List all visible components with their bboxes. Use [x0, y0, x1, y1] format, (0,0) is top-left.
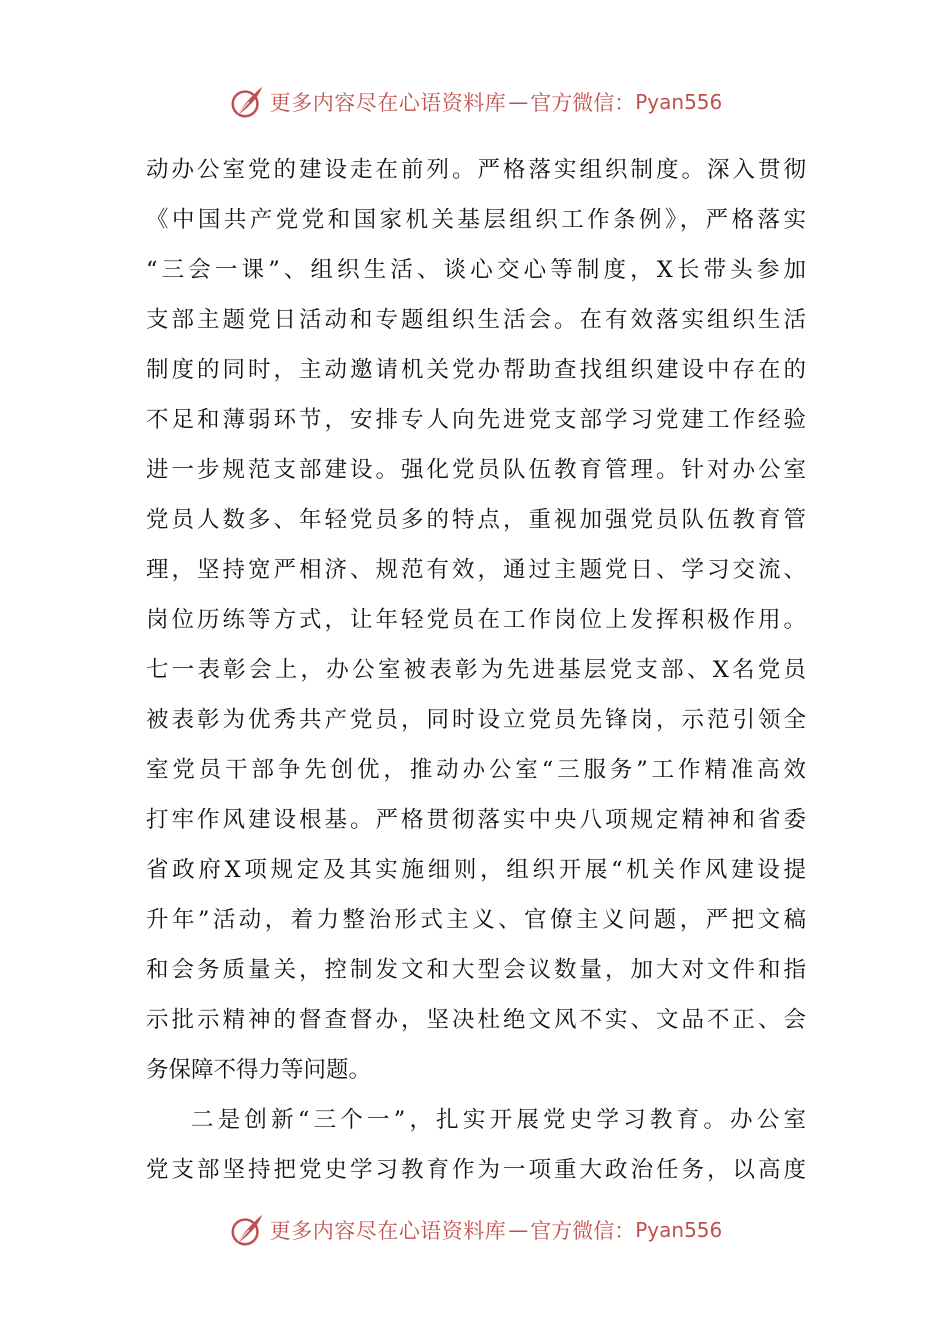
banner-wechat-label: 官方微信： [530, 1219, 636, 1243]
text-line: 打牢作风建设根基。严格贯彻落实中央八项规定精神和省委 [146, 807, 806, 833]
text-line: 务保障不得力等问题。 [146, 1057, 372, 1083]
text-line: 不足和薄弱环节，安排专人向先进党支部学习党建工作经验 [146, 407, 806, 433]
text-line: 《中国共产党党和国家机关基层组织工作条例》，严格落实 [146, 207, 806, 233]
text-line: 省政府X项规定及其实施细则，组织开展“机关作风建设提 [146, 857, 806, 883]
banner-site-text: 更多内容尽在心语资料库 [269, 91, 507, 115]
text-line: 制度的同时，主动邀请机关党办帮助查找组织建设中存在的 [146, 357, 806, 383]
text-line: 理，坚持宽严相济、规范有效，通过主题党日、学习交流、 [146, 557, 806, 583]
text-line: 动办公室党的建设走在前列。严格落实组织制度。深入贯彻 [146, 157, 806, 183]
text-line: 七一表彰会上，办公室被表彰为先进基层党支部、X名党员 [146, 657, 806, 683]
text-line: 升年”活动，着力整治形式主义、官僚主义问题，严把文稿 [146, 907, 806, 933]
text-line: 党支部坚持把党史学习教育作为一项重大政治任务，以高度 [146, 1157, 806, 1183]
text-line: 被表彰为优秀共产党员，同时设立党员先锋岗，示范引领全 [146, 707, 806, 733]
banner-site-text: 更多内容尽在心语资料库 [269, 1219, 507, 1243]
banner-wechat-id: Pyan556 [635, 1218, 723, 1242]
text-line: 示批示精神的督查督办，坚决杜绝文风不实、文品不正、会 [146, 1007, 806, 1033]
text-line: 支部主题党日活动和专题组织生活会。在有效落实组织生活 [146, 307, 806, 333]
text-line: 岗位历练等方式，让年轻党员在工作岗位上发挥积极作用。 [146, 607, 806, 633]
document-body [146, 145, 806, 1195]
text-line: 党员人数多、年轻党员多的特点，重视加强党员队伍教育管 [146, 507, 806, 533]
text-line: 和会务质量关，控制发文和大型会议数量，加大对文件和指 [146, 957, 806, 983]
text-line-paragraph-start: 二是创新“三个一”，扎实开展党史学习教育。办公室 [191, 1107, 806, 1133]
banner-dash: — [508, 1218, 529, 1242]
text-line: 进一步规范支部建设。强化党员队伍教育管理。针对办公室 [146, 457, 806, 483]
banner-wechat-id: Pyan556 [635, 90, 723, 114]
banner-wechat-label: 官方微信： [530, 91, 636, 115]
header-banner [0, 82, 950, 122]
footer-banner [0, 1210, 950, 1250]
text-line: “三会一课”、组织生活、谈心交心等制度，X长带头参加 [146, 257, 806, 283]
banner-dash: — [508, 90, 529, 114]
quill-pen-circle-icon [228, 83, 266, 121]
text-line: 室党员干部争先创优，推动办公室“三服务”工作精准高效 [146, 757, 806, 783]
quill-pen-circle-icon [228, 1211, 266, 1249]
